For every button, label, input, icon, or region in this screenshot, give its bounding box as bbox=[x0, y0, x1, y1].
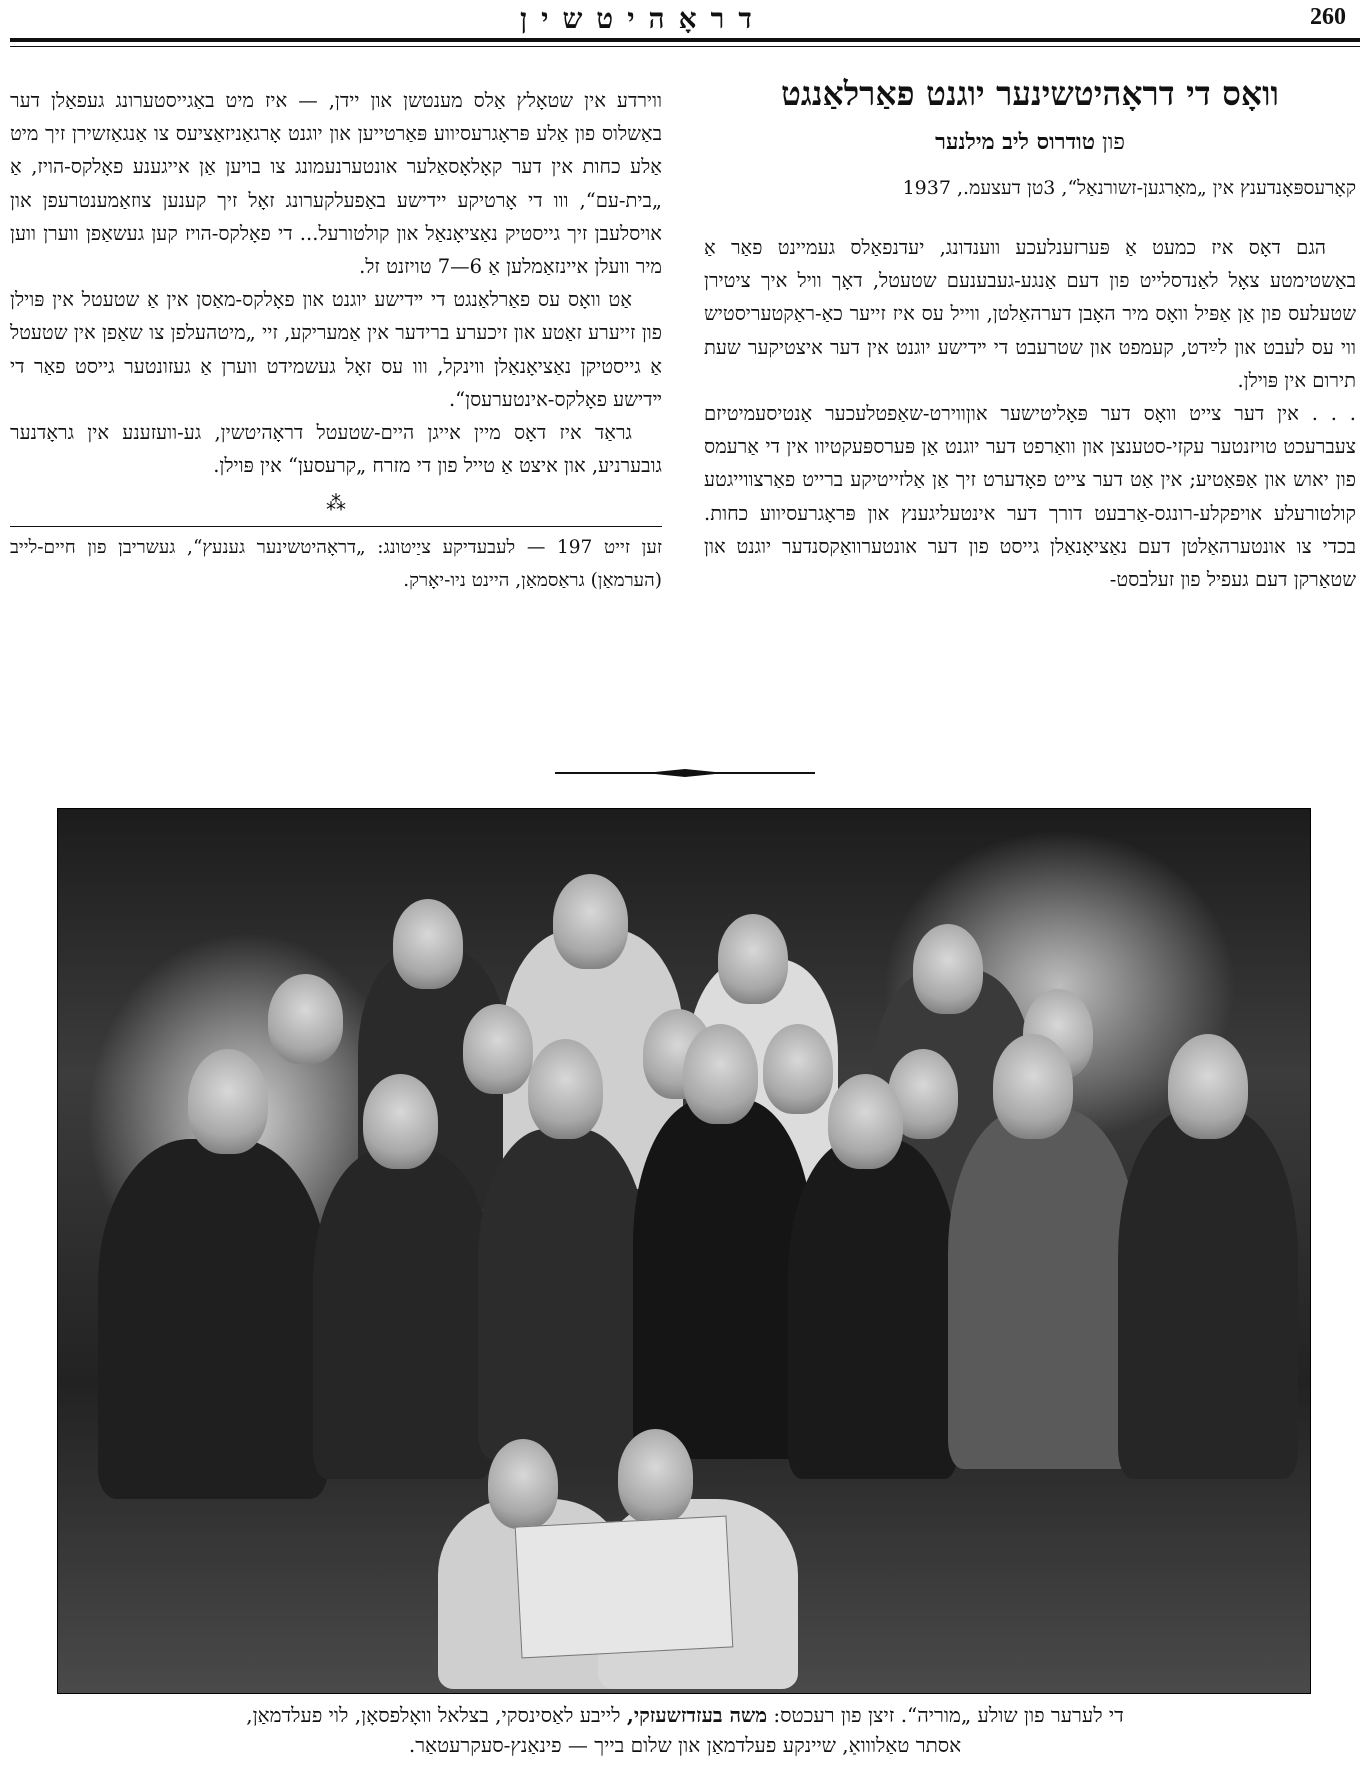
footnote: זען זייט 197 — לעבעדיקע ציַיטונג: „דראָהיטשינער גענעץ“, געשריבן פון חיים-לייב (הערמאַן) גראַסמאַן, היינט ניו-יאָרק. bbox=[10, 537, 663, 592]
byline-prefix: פון bbox=[1102, 130, 1125, 155]
asterism-ornament: ⁂ bbox=[326, 491, 346, 516]
byline bbox=[704, 124, 1356, 161]
caption-line-1 bbox=[10, 1700, 1360, 1730]
caption-lead: די לערער פון שולע „מוריה“. זיצן פון רעכטס: bbox=[773, 1703, 1124, 1727]
running-header bbox=[0, 0, 1368, 40]
section-divider-ornament bbox=[555, 768, 815, 778]
paragraph: הגם דאָס איז כמעט אַ פּערזענלעכע ווענדונג, יעדנפאַלס געמיינט פאַר אַ באַשטימטע צאָל לאַנדסלייט פון דעם אַנגע-געבענעם שטעטל, דאָך וויל איך ציטירן שטעלעס פון אַן אַפּיל וואָס מיר האָבן דערהאַלטן, ווייל עס איז זייער כאַ-ראַקטעריסטיש ווי עס לעבט און לײַדט, קעמפט און שטרעבט די ײדישע יוגנט אין דער איצטיקער שעת תירום אין פּוילן. bbox=[704, 236, 1356, 392]
caption-bold-name: משה בעזדזשעזקי, bbox=[626, 1703, 768, 1727]
school-sign bbox=[515, 1516, 734, 1659]
header-rule-thick bbox=[10, 38, 1360, 42]
header-rule-thin bbox=[10, 46, 1360, 47]
right-column bbox=[704, 72, 1356, 596]
running-title: דראָהיטשין bbox=[520, 2, 766, 35]
caption-line-2: אסתר טאַלווואַ, שיינקע פעלדמאַן און שלום בייך — פינאַנץ-סעקרעטאַר. bbox=[408, 1733, 962, 1757]
caption-rest: לייבע לאַסינסקי, בצלאל וואָלפסאָן, לוי פעלדמאַן, bbox=[246, 1703, 621, 1727]
footnote-rule bbox=[10, 526, 662, 527]
paragraph: אַט וואָס עס פאַרלאַנגט די ײדישע יוגנט און פאָלקס-מאַסן אין אַ שטעטל אין פּוילן פון זייערע זאַטע און זיכערע ברידער אין אַמעריקע, זיי „מיטהעלפן צו שאַפן אין שטעטל אַ גייסטיקן נאַציאָנאַלן ווינקל, ווו עס זאָל געשמידט ווערן אַ געזונטער גייסט פאַר די ײדישע פאָלקס-אינטערעסן“. bbox=[10, 288, 662, 411]
paragraph: . . . אין דער צייט וואָס דער פּאָליטישער אוןווירט-שאַפטלעכער אַנטיסעמיטיזם צעברעכט טויזנטער עקזי-סטענצן און וואַרפט דער יוגנט אַן פּערספּעקטיוו אין די אַרעמס פון יאוש און אַפּאַטיע; אין אַט דער צייט פאָדערט זיך אַן אַלזייטיקע ברייט פאַרצווייגטע קולטורעלע אויפקלע-רונגס-אַרבעט דורך דער אינטעליגענץ און פּראָגרעסיווע כחות. בכדי צו אונטערהאַלטן דעם נאַציאָנאַלן גייסט פון דער אונטערוואַקסנדער יוגנט און שטאַרקן דעם געפיל פון זעלבסט- bbox=[704, 402, 1356, 592]
dateline: קאָרעספּאָנדענץ אין „מאָרגען-זשורנאַל“, 3טן דעצעמ., 1937 bbox=[902, 177, 1356, 199]
left-column bbox=[10, 84, 662, 597]
article-title: וואָס די דראָהיטשינער יוגנט פאַרלאַנגט bbox=[781, 74, 1279, 113]
group-photograph bbox=[57, 808, 1311, 1694]
photo-caption bbox=[10, 1700, 1360, 1760]
byline-author: טודרוס ליב מילנער bbox=[935, 129, 1096, 155]
paragraph: גראַד איז דאָס מיין אייגן היים-שטעטל דראָהיטשין, גע-וועזענע אין גראָדנער גובערניע, און איצט אַ טייל פון די מזרח „קרעסען“ אין פּוילן. bbox=[10, 421, 662, 478]
paragraph: ווירדע אין שטאָלץ אַלס מענטשן און יידן, — איז מיט באַגייסטערונג געפאַלן דער באַשלוס פון אַלע פּראָגרעסיווע פּאַרטייען און יוגנט אָרגאַניזאַציעס צו אַנגאַזשירן זיך מיט אַלע כחות אין דער קאָלאָסאַלער אונטערנעמונג צו בויען אַן אייגענע פאָלקס-הויז, אַ „בית-עם“, ווו די אָרטיקע יידישע באַפעלקערונג זאָל זיך קענען צוזאַמענטרעפן און אויסלעבן זיך גייסטיק נאַציאָנאַל און קולטורעל... די פאָלקס-הויז קען געשאַפן ווערן ווען מיר וועלן איינזאַמלען אַ 6—7 טויזנט זל. bbox=[10, 89, 662, 279]
page-number: 260 bbox=[1310, 4, 1346, 30]
